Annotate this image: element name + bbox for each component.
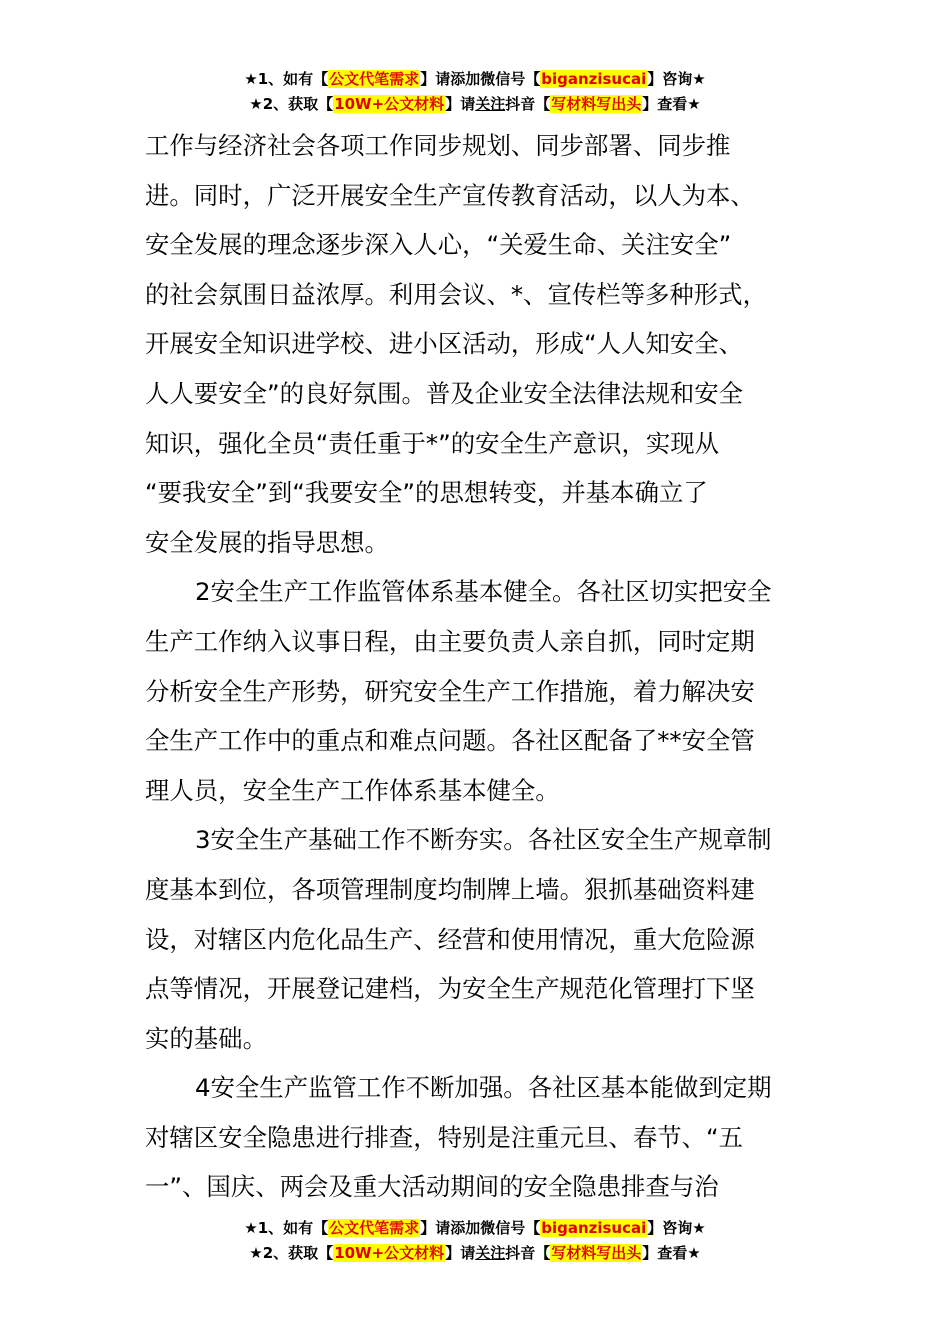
text-line: “要我安全”到“我要安全”的思想转变，并基本确立了	[145, 478, 708, 508]
banner-line-1: ★1、如有【公文代笔需求】请添加微信号【biganzisucai】咨询★	[244, 1219, 706, 1237]
text-line: 2安全生产工作监管体系基本健全。各社区切实把安全	[195, 577, 772, 607]
text-line: 安全发展的指导思想。	[145, 527, 389, 557]
text-line: 设，对辖区内危化品生产、经营和使用情况，重大危险源	[145, 924, 755, 954]
underlined-follow: 关注	[475, 95, 506, 113]
footer-banner	[0, 1216, 950, 1266]
text-line: 4安全生产监管工作不断加强。各社区基本能做到定期	[195, 1073, 772, 1103]
text-line: 的社会氛围日益浓厚。利用会议、*、宣传栏等多种形式，	[145, 279, 767, 309]
text-line: 度基本到位，各项管理制度均制牌上墙。狠抓基础资料建	[145, 874, 755, 904]
text-line: 理人员，安全生产工作体系基本健全。	[145, 775, 560, 805]
text-line: 点等情况，开展登记建档，为安全生产规范化管理打下坚	[145, 974, 755, 1004]
underlined-follow: 关注	[475, 1244, 506, 1262]
banner-line-2: ★2、获取【10W+公文材料】请关注抖音【写材料写出头】查看★	[249, 1244, 701, 1262]
paragraph	[145, 121, 807, 567]
text-line: 安全发展的理念逐步深入人心，“关爱生命、关注安全”	[145, 230, 732, 260]
highlight-douyin-account: 写材料写出头	[551, 1244, 642, 1262]
highlight-wechat-id: biganzisucai	[541, 1219, 647, 1237]
highlight-materials: 10W+公文材料	[334, 1244, 445, 1262]
text-line: 工作与经济社会各项工作同步规划、同步部署、同步推	[145, 131, 731, 160]
text-line: 进。同时，广泛开展安全生产宣传教育活动，以人为本、	[145, 180, 755, 210]
highlight-service: 公文代笔需求	[329, 70, 420, 88]
highlight-service: 公文代笔需求	[329, 1219, 420, 1237]
highlight-wechat-id: biganzisucai	[541, 70, 647, 88]
paragraph	[145, 567, 807, 815]
text-line: 生产工作纳入议事日程，由主要负责人亲自抓，同时定期	[145, 626, 755, 656]
text-line: 3安全生产基础工作不断夯实。各社区安全生产规章制	[195, 825, 772, 855]
text-line: 知识，强化全员“责任重于*”的安全生产意识，实现从	[145, 428, 720, 458]
text-line: 人人要安全”的良好氛围。普及企业安全法律法规和安全	[145, 378, 744, 408]
paragraph	[145, 1063, 807, 1212]
document-body	[145, 121, 807, 1212]
text-line: 对辖区安全隐患进行排查，特别是注重元旦、春节、“五	[145, 1122, 744, 1152]
text-line: 全生产工作中的重点和难点问题。各社区配备了**安全管	[145, 726, 755, 756]
text-line: 分析安全生产形势，研究安全生产工作措施，着力解决安	[145, 676, 755, 706]
highlight-douyin-account: 写材料写出头	[551, 95, 642, 113]
highlight-materials: 10W+公文材料	[334, 95, 445, 113]
text-line: 实的基础。	[145, 1023, 267, 1053]
text-line: 一”、国庆、两会及重大活动期间的安全隐患排查与治	[145, 1172, 719, 1202]
banner-line-1: ★1、如有【公文代笔需求】请添加微信号【biganzisucai】咨询★	[244, 70, 706, 88]
paragraph	[145, 815, 807, 1063]
text-line: 开展安全知识进学校、进小区活动，形成“人人知安全、	[145, 329, 744, 359]
header-banner	[0, 67, 950, 117]
banner-line-2: ★2、获取【10W+公文材料】请关注抖音【写材料写出头】查看★	[249, 95, 701, 113]
